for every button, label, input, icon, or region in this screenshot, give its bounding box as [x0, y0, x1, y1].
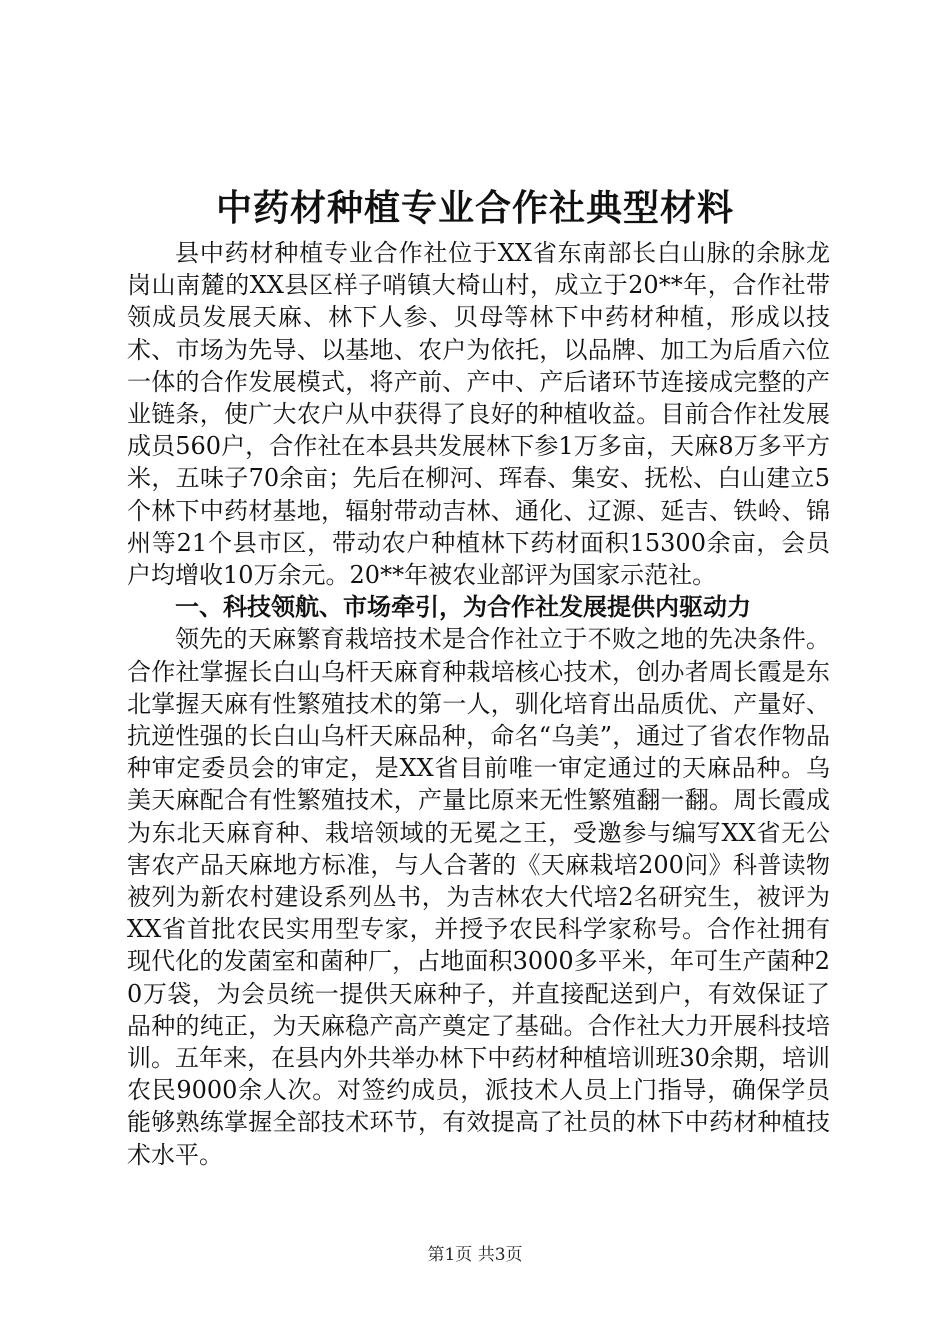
section-heading-1: 一、科技领航、市场牵引，为合作社发展提供内驱动力 [175, 592, 751, 622]
page-number-footer: 第1页 共3页 [427, 1245, 523, 1265]
paragraph-intro: 县中药材种植专业合作社位于XX省东南部长白山脉的余脉龙岗山南麓的XX县区样子哨镇大椅山村，成立于20**年，合作社带领成员发展天麻、林下人参、贝母等林下中药材种植，形成以技术、市场为先导、以基地、农户为依托，以品牌、加工为后盾六位一体的合作发展模式，将产前、产中、产后诸环节连接成完整的产业链条，使广大农户从中获得了良好的种植收益。目前合作社发展成员560户，合作社在本县共发展林下参1万多亩，天麻8万多平方米，五味子70余亩；先后在柳河、珲春、集安、抚松、白山建立5个林下中药材基地，辐射带动吉林、通化、辽源、延吉、铁岭、锦州等21个县市区，带动农户种植林下药材面积15300余亩，会员户均增收10万余元。20**年被农业部评为国家示范社。 [127, 239, 830, 590]
paragraph-section-1: 领先的天麻繁育栽培技术是合作社立于不败之地的先决条件。合作社掌握长白山乌杆天麻育种栽培核心技术，创办者周长霞是东北掌握天麻有性繁殖技术的第一人，驯化培育出品质优、产量好、抗逆性强的长白山乌杆天麻品种，命名“乌美”，通过了省农作物品种审定委员会的审定，是XX省目前唯一审定通过的天麻品种。乌美天麻配合有性繁殖技术，产量比原来无性繁殖翻一翻。周长霞成为东北天麻育种、栽培领域的无冕之王，受邀参与编写XX省无公害农产品天麻地方标准，与人合著的《天麻栽培200问》科普读物被列为新农村建设系列丛书，为吉林农大代培2名研究生，被评为XX省首批农民实用型专家，并授予农民科学家称号。合作社拥有现代化的发菌室和菌种厂，占地面积3000多平米，年可生产菌种20万袋，为会员统一提供天麻种子，并直接配送到户，有效保证了品种的纯正，为天麻稳产高产奠定了基础。合作社大力开展科技培训。五年来，在县内外共举办林下中药材种植培训班30余期，培训农民9000余人次。对签约成员，派技术人员上门指导，确保学员能够熟练掌握全部技术环节，有效提高了社员的林下中药材种植技术水平。 [127, 625, 830, 1169]
document-title: 中药材种植专业合作社典型材料 [215, 187, 734, 229]
document-body [127, 237, 830, 1171]
